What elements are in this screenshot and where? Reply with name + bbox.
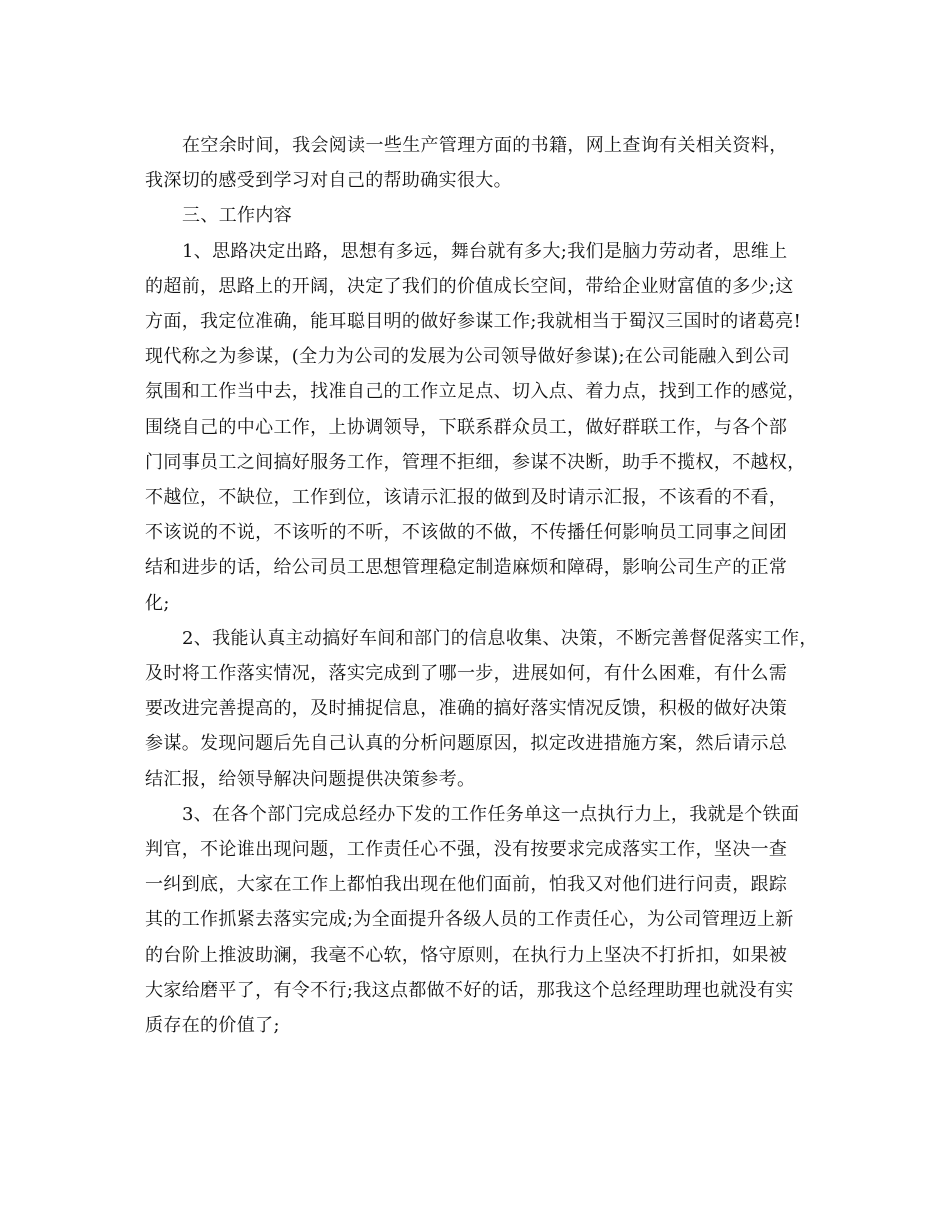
document-body bbox=[145, 128, 818, 1043]
text-line: 其的工作抓紧去落实完成;为全面提升各级人员的工作责任心，为公司管理迈上新 bbox=[145, 909, 794, 931]
text-line: 的台阶上推波助澜，我毫不心软，恪守原则，在执行力上坚决不打折扣，如果被 bbox=[145, 944, 788, 966]
text-line: 及时将工作落实情况，落实完成到了哪一步，进展如何，有什么困难，有什么需 bbox=[145, 663, 788, 685]
text-line: 方面，我定位准确，能耳聪目明的做好参谋工作;我就相当于蜀汉三国时的诸葛亮! bbox=[145, 311, 802, 333]
text-line: 不该说的不说，不该听的不听，不该做的不做，不传播任何影响员工同事之间团 bbox=[145, 522, 788, 544]
text-line: 门同事员工之间搞好服务工作，管理不拒细，参谋不决断，助手不揽权，不越权， bbox=[145, 451, 806, 473]
text-line: 化; bbox=[145, 592, 170, 614]
text-line: 质存在的价值了; bbox=[145, 1015, 280, 1037]
text-line: 不越位，不缺位，工作到位，该请示汇报的做到及时请示汇报，不该看的不看， bbox=[145, 487, 788, 509]
text-line: 判官，不论谁出现问题，工作责任心不强，没有按要求完成落实工作，坚决一查 bbox=[145, 839, 788, 861]
text-line: 的超前，思路上的开阔，决定了我们的价值成长空间，带给企业财富值的多少;这 bbox=[145, 275, 794, 297]
text-line: 要改进完善提高的，及时捕捉信息，准确的搞好落实情况反馈，积极的做好决策 bbox=[145, 698, 788, 720]
text-line: 氛围和工作当中去，找准自己的工作立足点、切入点、着力点，找到工作的感觉， bbox=[145, 381, 806, 403]
text-line: 在空余时间，我会阅读一些生产管理方面的书籍，网上查询有关相关资料， bbox=[182, 135, 788, 156]
text-line: 现代称之为参谋，(全力为公司的发展为公司领导做好参谋);在公司能融入到公司 bbox=[145, 346, 791, 368]
text-line: 结汇报，给领导解决问题提供决策参考。 bbox=[145, 768, 476, 790]
text-line: 参谋。发现问题后先自己认真的分析问题原因，拟定改进措施方案，然后请示总 bbox=[145, 733, 788, 755]
text-line: 1、思路决定出路，思想有多远，舞台就有多大;我们是脑力劳动者，思维上 bbox=[182, 240, 788, 262]
section-heading: 三、工作内容 bbox=[182, 205, 293, 227]
text-line: 一纠到底，大家在工作上都怕我出现在他们面前，怕我又对他们进行问责，跟踪 bbox=[145, 874, 788, 896]
text-line: 我深切的感受到学习对自己的帮助确实很大。 bbox=[145, 170, 512, 192]
text-line: 结和进步的话，给公司员工思想管理稳定制造麻烦和障碍，影响公司生产的正常 bbox=[145, 557, 788, 579]
text-line: 3、在各个部门完成总经办下发的工作任务单这一点执行力上，我就是个铁面 bbox=[182, 803, 800, 825]
text-line: 围绕自己的中心工作，上协调领导，下联系群众员工，做好群联工作，与各个部 bbox=[145, 416, 788, 438]
text-line: 大家给磨平了，有令不行;我这点都做不好的话，那我这个总经理助理也就没有实 bbox=[145, 979, 794, 1001]
text-line: 2、我能认真主动搞好车间和部门的信息收集、决策，不断完善督促落实工作， bbox=[182, 627, 818, 649]
